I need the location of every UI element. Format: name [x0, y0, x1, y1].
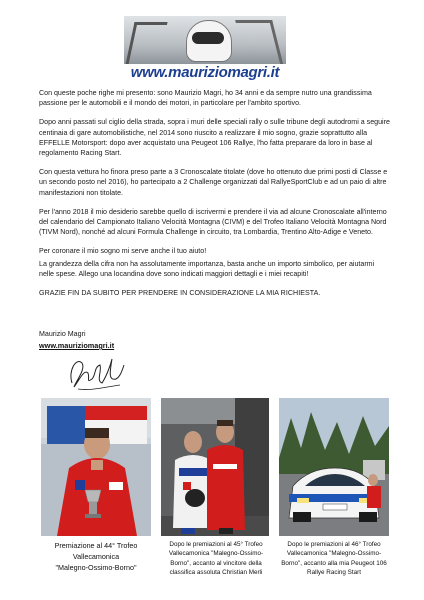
- helmet-visor: [192, 32, 224, 44]
- handwritten-signature: [66, 349, 126, 395]
- photo-caption: [40, 540, 152, 573]
- caption-line: "Malegno-Ossimo-Borno": [55, 563, 137, 572]
- photo-peugeot-106-rallye: [279, 398, 389, 536]
- paragraph: Per l'anno 2018 il mio desiderio sarebbe quello di iscrivermi e prendere il via ad alcune Cronoscalate all'interno del calendario del Campionato Italiano Velocità Montagna (CIVM) e del Trofeo Italiano Velocità Montagna Nord (TIVM Nord), nonché ad alcuni Formula Challenge in circuito, tra Lombardia, Trentino Alto-Adige e Veneto.: [39, 207, 387, 237]
- caption-line: Borno", accanto alla mia Peugeot 106: [281, 559, 387, 567]
- closing-line: GRAZIE FIN DA SUBITO PER PRENDERE IN CONSIDERAZIONE LA MIA RICHIESTA.: [39, 289, 321, 298]
- caption-line: Premiazione al 44° Trofeo: [54, 541, 138, 550]
- caption-line: Vallecamonica "Malegno-Ossimo-: [286, 550, 382, 558]
- caption-line: classifica assoluta Christian Merli: [169, 568, 263, 576]
- paragraph: Dopo anni passati sul ciglio della strada, sopra i muri delle speciali rally o sulle tribune degli autodromi a seguire centinaia di gare automobilistiche, nel 2014 sono riuscito a realizzare il mio sogno, grazie soprattutto alla EFFELLE Motorsport: dopo aver acquistato una Peugeot 106 Rallye, l'ho fatta preparare da loro in base al regolamento Racing Start.: [39, 118, 390, 158]
- caption-line: Borno", accanto al vincitore della: [170, 559, 262, 567]
- photo-award-ceremony-45: [161, 398, 269, 536]
- photo-award-ceremony-44: [41, 398, 151, 536]
- website-logo[interactable]: www.mauriziomagri.it: [130, 64, 280, 81]
- letter-body: [39, 88, 391, 307]
- caption-line: Dopo le premiazioni al 45° Trofeo: [169, 541, 263, 548]
- paragraph: La grandezza della cifra non ha assolutamente importanza, basta anche un importo simbolico, per aiutarmi nelle spese. Allego una locandina dove sono indicati maggiori dettagli e i miei recapiti!: [39, 259, 375, 278]
- paragraph: Con questa vettura ho finora preso parte a 3 Cronoscalate titolate (dove ho ottenuto due primi posti di Classe e un secondo posto nel 2016), ho partecipato a 2 Challenge organizzati dal RallyeSportClub e ad un paio di altre manifestazioni non titolate.: [39, 168, 388, 197]
- paragraph: Con queste poche righe mi presento: sono Maurizio Magri, ho 34 anni e da sempre nutro una grandissima passione per le automobili e il mondo dei motori, in particolare per l'ambito sportivo.: [39, 89, 372, 108]
- signature-link[interactable]: www.mauriziomagri.it: [39, 341, 115, 350]
- caption-line: Dopo le premiazioni al 46° Trofeo: [287, 541, 381, 548]
- header-photo: [124, 16, 286, 64]
- photo-caption: [278, 540, 390, 577]
- photo-caption: [160, 540, 272, 577]
- caption-line: Vallecamonica: [72, 552, 120, 561]
- caption-line: Rallye Racing Start: [307, 568, 361, 576]
- roll-cage: [125, 22, 167, 64]
- paragraph: Per coronare il mio sogno mi serve anche il tuo aiuto!: [39, 247, 207, 256]
- signature-name: Maurizio Magri: [39, 330, 86, 338]
- roll-cage: [235, 20, 284, 64]
- caption-line: Vallecamonica "Malegno-Ossimo-: [168, 550, 264, 558]
